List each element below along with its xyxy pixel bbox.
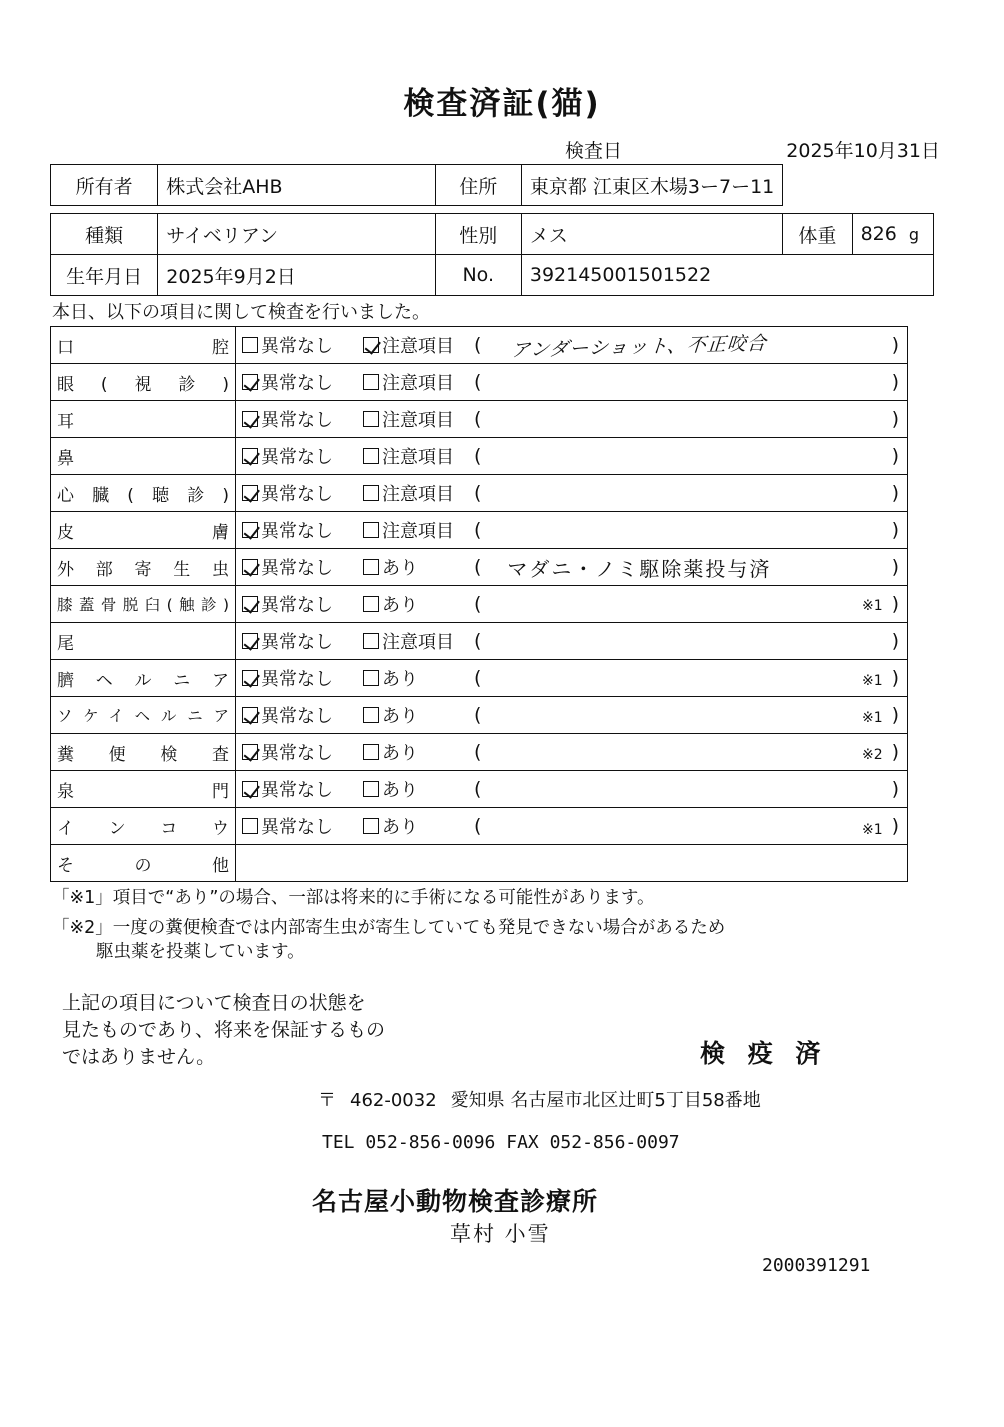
- checkbox-option-normal[interactable]: [242, 739, 333, 765]
- breed-value: サイベリアン: [158, 214, 435, 255]
- checkbox-icon: [242, 818, 258, 834]
- right-paren: ): [891, 408, 899, 430]
- item-note-field[interactable]: [474, 512, 899, 548]
- table-row: [51, 697, 908, 734]
- item-label: [51, 734, 236, 771]
- checkbox-icon: [363, 337, 379, 353]
- footnote-1: 「※1」項目で“あり”の場合、一部は将来的に手術になる可能性があります。: [52, 888, 655, 908]
- inspection-date-bar: [50, 136, 940, 162]
- item-body: [236, 771, 908, 808]
- checkbox-label: 異常なし: [261, 484, 333, 505]
- checkbox-icon: [242, 411, 258, 427]
- owner-row: [51, 165, 934, 206]
- footnote-marker: ※1: [862, 672, 883, 689]
- disclaimer-line-2: 見たものであり、将来を保証するもの: [62, 1019, 386, 1041]
- checkbox-label: 異常なし: [261, 632, 333, 653]
- checkbox-option-normal[interactable]: [242, 813, 333, 839]
- checkbox-option-secondary[interactable]: [363, 702, 418, 728]
- checkbox-option-secondary[interactable]: [363, 813, 418, 839]
- table-row: [51, 771, 908, 808]
- left-paren: (: [474, 741, 482, 763]
- right-paren: ): [891, 741, 899, 763]
- item-note-field[interactable]: [474, 697, 899, 733]
- birthdate-value: 2025年9月2日: [158, 255, 435, 296]
- table-spacer: [51, 206, 934, 214]
- table-row: [51, 808, 908, 845]
- quarantine-stamp: 検 疫 済: [700, 1039, 828, 1068]
- checkbox-icon: [242, 559, 258, 575]
- right-paren: ): [891, 667, 899, 689]
- checkbox-option-secondary[interactable]: [363, 591, 418, 617]
- veterinarian-name: 草村 小雪: [450, 1222, 551, 1246]
- footnote-marker: ※1: [862, 710, 883, 726]
- table-row: [51, 475, 908, 512]
- checkbox-icon: [363, 559, 379, 575]
- inspection-items-table: [50, 326, 908, 882]
- address-label: 住所: [435, 165, 521, 206]
- item-label-text: ソケイヘルニア: [57, 707, 229, 725]
- footnote-2-line1: 「※2」一度の糞便検査では内部寄生虫が寄生していても発見できない場合があるため: [52, 918, 726, 938]
- owner-label: 所有者: [51, 165, 158, 206]
- birthdate-label: 生年月日: [51, 255, 158, 296]
- table-row: [51, 660, 908, 697]
- item-label-text: その他: [57, 855, 229, 876]
- weight-label: 体重: [783, 214, 852, 255]
- checkbox-option-secondary[interactable]: [363, 554, 418, 580]
- item-label: [51, 327, 236, 364]
- item-label-text: 眼(視診): [57, 374, 229, 395]
- checkbox-option-normal[interactable]: [242, 406, 333, 432]
- left-paren: (: [474, 593, 482, 615]
- checkbox-icon: [363, 818, 379, 834]
- item-body: [236, 401, 908, 438]
- item-label-text: 口腔: [57, 337, 229, 358]
- item-label: [51, 512, 236, 549]
- footnote-2-line2: 駆虫薬を投薬しています。: [96, 942, 305, 962]
- breed-label: 種類: [51, 214, 158, 255]
- checkbox-label: 異常なし: [261, 410, 333, 431]
- left-paren: (: [474, 519, 482, 541]
- checkbox-icon: [242, 522, 258, 538]
- weight-value-cell: [852, 214, 933, 255]
- right-paren: ): [891, 778, 899, 800]
- item-label: [51, 697, 236, 734]
- left-paren: (: [474, 482, 482, 504]
- item-note-field[interactable]: [474, 623, 899, 659]
- checkbox-label: あり: [382, 780, 418, 801]
- item-label-text: インコウ: [57, 818, 229, 839]
- checkbox-option-normal[interactable]: [242, 776, 333, 802]
- checkbox-icon: [363, 485, 379, 501]
- checkbox-option-normal[interactable]: [242, 628, 333, 654]
- left-paren: (: [474, 408, 482, 430]
- item-label-text: 糞便検査: [57, 744, 229, 765]
- left-paren: (: [474, 556, 482, 578]
- item-label: [51, 586, 236, 623]
- item-note-field[interactable]: [474, 734, 899, 770]
- item-note-field[interactable]: [474, 771, 899, 807]
- checkbox-icon: [363, 781, 379, 797]
- item-label: [51, 808, 236, 845]
- item-note-field[interactable]: [474, 586, 899, 622]
- checkbox-label: 異常なし: [261, 817, 333, 838]
- address-value: 東京都 江東区木場3ー7ー11: [521, 165, 782, 206]
- checkbox-option-secondary[interactable]: [363, 443, 454, 469]
- clinic-contact: TEL 052-856-0096 FAX 052-856-0097: [322, 1132, 680, 1153]
- right-paren: ): [891, 556, 899, 578]
- item-label: [51, 475, 236, 512]
- checkbox-label: 異常なし: [261, 595, 333, 616]
- checkbox-option-secondary[interactable]: [363, 480, 454, 506]
- item-label-text: 皮膚: [57, 522, 229, 543]
- checkbox-option-secondary[interactable]: [363, 406, 454, 432]
- inspection-date-value: 2025年10月31日: [786, 140, 940, 162]
- checkbox-label: あり: [382, 706, 418, 727]
- checkbox-label: 注意項目: [382, 632, 454, 653]
- checkbox-option-secondary[interactable]: [363, 776, 418, 802]
- right-paren: ): [891, 815, 899, 837]
- table-row: [51, 438, 908, 475]
- disclaimer-line-3: ではありません。: [62, 1046, 216, 1068]
- table-row: [51, 734, 908, 771]
- checkbox-icon: [363, 670, 379, 686]
- item-label: [51, 438, 236, 475]
- checkbox-icon: [363, 374, 379, 390]
- disclaimer-line-1: 上記の項目について検査日の状態を: [62, 992, 366, 1014]
- checkbox-label: 注意項目: [382, 410, 454, 431]
- owner-value: 株式会社AHB: [158, 165, 435, 206]
- checkbox-icon: [242, 744, 258, 760]
- checkbox-option-normal[interactable]: [242, 443, 333, 469]
- handwritten-note: アンダーショット、不正咬合: [510, 331, 769, 362]
- table-row: [51, 845, 908, 882]
- table-row: [51, 512, 908, 549]
- left-paren: (: [474, 445, 482, 467]
- right-paren: ): [891, 371, 899, 393]
- checkbox-option-secondary[interactable]: [363, 665, 418, 691]
- registration-no-value: 392145001501522: [521, 255, 933, 296]
- checkbox-icon: [242, 374, 258, 390]
- item-note-field[interactable]: [474, 549, 899, 585]
- checkbox-label: 異常なし: [261, 780, 333, 801]
- checkbox-option-normal[interactable]: [242, 332, 333, 358]
- item-label: [51, 364, 236, 401]
- checkbox-option-secondary[interactable]: [363, 332, 454, 358]
- checkbox-icon: [242, 596, 258, 612]
- item-body: [236, 327, 908, 364]
- checkbox-icon: [363, 411, 379, 427]
- table-row: [51, 549, 908, 586]
- item-label: [51, 660, 236, 697]
- checkbox-icon: [242, 670, 258, 686]
- item-note-field[interactable]: [474, 660, 899, 696]
- weight-unit: g: [908, 225, 919, 244]
- checkbox-option-normal[interactable]: [242, 554, 333, 580]
- checkbox-label: あり: [382, 817, 418, 838]
- checkbox-icon: [363, 744, 379, 760]
- checkbox-label: 異常なし: [261, 336, 333, 357]
- checkbox-label: 異常なし: [261, 521, 333, 542]
- sex-value: メス: [521, 214, 782, 255]
- table-row: [51, 586, 908, 623]
- item-body: [236, 734, 908, 771]
- checkbox-label: あり: [382, 558, 418, 579]
- checkbox-label: 注意項目: [382, 521, 454, 542]
- left-paren: (: [474, 630, 482, 652]
- item-label-text: 耳: [57, 411, 74, 432]
- item-body: [236, 475, 908, 512]
- right-paren: ): [891, 704, 899, 726]
- checkbox-option-secondary[interactable]: [363, 517, 454, 543]
- table-row: [51, 401, 908, 438]
- checkbox-label: 異常なし: [261, 669, 333, 690]
- item-note-field[interactable]: [474, 438, 899, 474]
- item-label: [51, 401, 236, 438]
- item-body: [236, 660, 908, 697]
- item-label: [51, 549, 236, 586]
- birth-row: [51, 255, 934, 296]
- item-body: [236, 845, 908, 882]
- checkbox-option-normal[interactable]: [242, 702, 333, 728]
- checkbox-option-secondary[interactable]: [363, 628, 454, 654]
- checkbox-option-normal[interactable]: [242, 480, 333, 506]
- item-label-text: 膝蓋骨脱臼(触診): [57, 596, 229, 614]
- item-note-field[interactable]: [474, 808, 899, 844]
- right-paren: ): [891, 630, 899, 652]
- left-paren: (: [474, 815, 482, 837]
- zip-symbol: 〒: [318, 1090, 336, 1111]
- item-body: [236, 808, 908, 845]
- checkbox-icon: [242, 707, 258, 723]
- checkbox-label: あり: [382, 595, 418, 616]
- page-title: 検査済証(猫): [403, 86, 601, 122]
- checkbox-label: あり: [382, 743, 418, 764]
- right-paren: ): [891, 334, 899, 356]
- sex-label: 性別: [435, 214, 521, 255]
- checkbox-icon: [363, 522, 379, 538]
- right-paren: ): [891, 593, 899, 615]
- item-body: [236, 438, 908, 475]
- checkbox-label: 注意項目: [382, 484, 454, 505]
- checkbox-option-normal[interactable]: [242, 665, 333, 691]
- checkbox-icon: [363, 633, 379, 649]
- right-paren: ): [891, 445, 899, 467]
- printed-note: マダニ・ノミ駆除薬投与済: [507, 556, 772, 581]
- inspection-date-label: 検査日: [565, 140, 623, 162]
- clinic-name: 名古屋小動物検査診療所: [312, 1187, 599, 1216]
- checkbox-option-normal[interactable]: [242, 517, 333, 543]
- item-note-field[interactable]: [474, 401, 899, 437]
- registration-no-label: No.: [435, 255, 521, 296]
- disclaimer: [62, 990, 385, 1071]
- owner-info-table: [50, 164, 934, 296]
- checkbox-option-secondary[interactable]: [363, 739, 418, 765]
- item-label-text: 臍ヘルニア: [57, 670, 229, 691]
- checkbox-label: 異常なし: [261, 558, 333, 579]
- left-paren: (: [474, 667, 482, 689]
- item-body: [236, 364, 908, 401]
- reference-number: 2000391291: [762, 1255, 871, 1276]
- checkbox-icon: [363, 707, 379, 723]
- left-paren: (: [474, 778, 482, 800]
- left-paren: (: [474, 334, 482, 356]
- item-body: [236, 549, 908, 586]
- checkbox-icon: [242, 448, 258, 464]
- checkbox-label: 異常なし: [261, 373, 333, 394]
- zip-code: 462-0032: [350, 1090, 437, 1111]
- address-text: 愛知県 名古屋市北区辻町5丁目58番地: [450, 1090, 761, 1111]
- checkbox-label: 注意項目: [382, 336, 454, 357]
- checkbox-icon: [363, 596, 379, 612]
- item-label-text: 尾: [57, 633, 74, 654]
- item-label: [51, 845, 236, 882]
- footnote-marker: ※2: [862, 747, 883, 764]
- clinic-address: [318, 1086, 761, 1112]
- checkbox-label: 注意項目: [382, 447, 454, 468]
- item-note-field[interactable]: [474, 475, 899, 511]
- checkbox-label: あり: [382, 669, 418, 690]
- checkbox-icon: [242, 781, 258, 797]
- checkbox-label: 異常なし: [261, 743, 333, 764]
- intro-text: 本日、以下の項目に関して検査を行いました。: [52, 302, 430, 323]
- right-paren: ): [891, 519, 899, 541]
- breed-row: [51, 214, 934, 255]
- weight-value: 826: [860, 223, 897, 245]
- item-body: [236, 697, 908, 734]
- item-note-field[interactable]: [474, 364, 899, 400]
- item-body: [236, 623, 908, 660]
- table-row: [51, 623, 908, 660]
- checkbox-option-secondary[interactable]: [363, 369, 454, 395]
- item-label: [51, 771, 236, 808]
- checkbox-icon: [242, 337, 258, 353]
- footnote-marker: ※1: [862, 598, 883, 615]
- left-paren: (: [474, 371, 482, 393]
- checkbox-label: 異常なし: [261, 447, 333, 468]
- item-note-field[interactable]: [474, 327, 899, 363]
- table-row: [51, 327, 908, 364]
- checkbox-option-normal[interactable]: [242, 369, 333, 395]
- item-label-text: 心臓(聴診): [57, 485, 229, 506]
- item-body: [236, 512, 908, 549]
- checkbox-icon: [363, 448, 379, 464]
- checkbox-icon: [242, 633, 258, 649]
- table-row: [51, 364, 908, 401]
- item-body: [236, 586, 908, 623]
- checkbox-label: 注意項目: [382, 373, 454, 394]
- left-paren: (: [474, 704, 482, 726]
- right-paren: ): [891, 482, 899, 504]
- item-label: [51, 623, 236, 660]
- checkbox-icon: [242, 485, 258, 501]
- checkbox-label: 異常なし: [261, 706, 333, 727]
- item-label-text: 外部寄生虫: [57, 559, 229, 580]
- checkbox-option-normal[interactable]: [242, 591, 333, 617]
- item-label-text: 泉門: [57, 781, 229, 802]
- footnote-marker: ※1: [862, 821, 883, 838]
- item-label-text: 鼻: [57, 448, 74, 469]
